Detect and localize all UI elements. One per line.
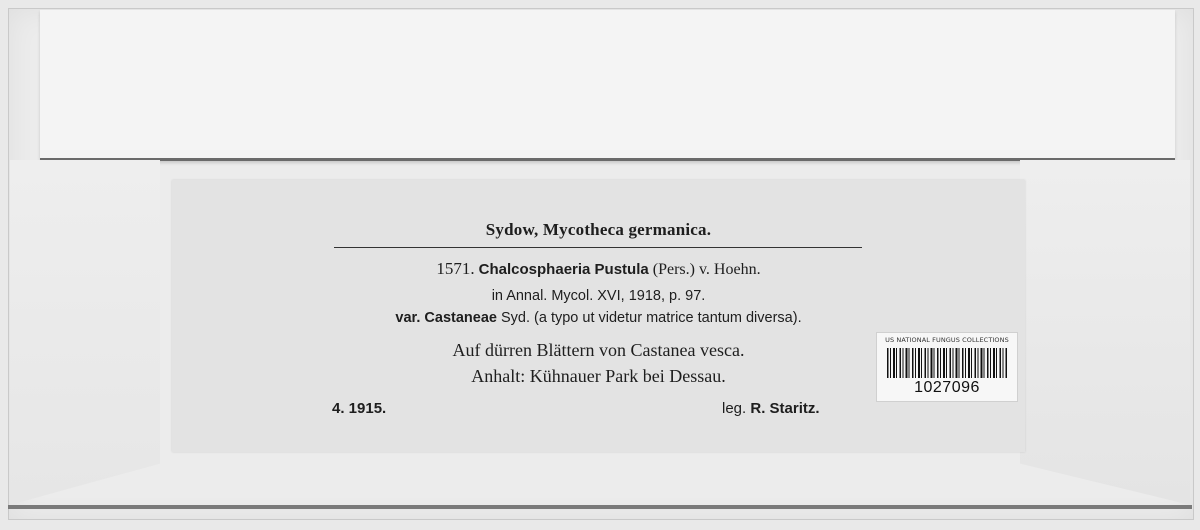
exsiccata-number: 1571. bbox=[436, 259, 475, 278]
envelope-flap bbox=[40, 10, 1175, 161]
barcode-number: 1027096 bbox=[914, 379, 980, 396]
envelope-right-fold bbox=[1020, 160, 1190, 505]
specimen-label bbox=[172, 180, 1025, 452]
species-authority: (Pers.) v. Hoehn. bbox=[652, 261, 761, 278]
species-line bbox=[172, 259, 1025, 279]
title-rule bbox=[334, 247, 862, 248]
collector-name: R. Staritz. bbox=[750, 400, 820, 417]
barcode-icon bbox=[887, 348, 1007, 378]
citation-line: in Annal. Mycol. XVI, 1918, p. 97. bbox=[491, 288, 706, 304]
envelope-bottom-edge bbox=[8, 505, 1192, 509]
collector-prefix: leg. bbox=[722, 400, 747, 417]
barcode-label bbox=[876, 332, 1018, 402]
collection-date: 4. 1915. bbox=[332, 400, 387, 417]
variety-note: Syd. (a typo ut videtur matrice tantum diversa). bbox=[501, 310, 802, 326]
substrate-line: Auf dürren Blättern von Castanea vesca. bbox=[452, 340, 745, 360]
collector-line bbox=[722, 400, 820, 417]
locality-line: Anhalt: Kühnauer Park bei Dessau. bbox=[471, 366, 726, 386]
variety-line bbox=[172, 310, 1025, 326]
label-title: Sydow, Mycotheca germanica. bbox=[485, 220, 712, 239]
barcode-header: US NATIONAL FUNGUS COLLECTIONS bbox=[885, 336, 1009, 344]
envelope-left-fold bbox=[10, 160, 160, 505]
variety-name: var. Castaneae bbox=[395, 310, 497, 326]
species-name: Chalcosphaeria Pustula bbox=[478, 261, 649, 278]
